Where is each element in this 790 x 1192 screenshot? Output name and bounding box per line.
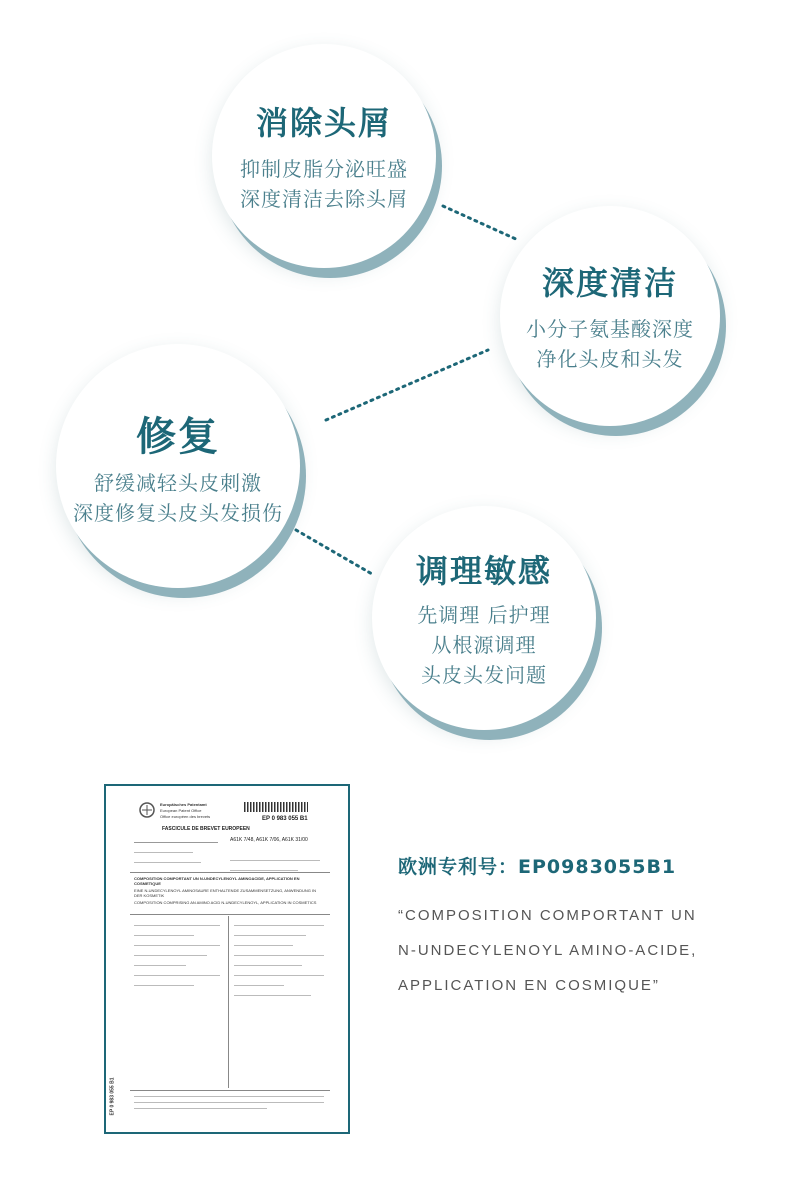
patent-heading: FASCICULE DE BREVET EUROPEEN — [162, 826, 250, 832]
feature-line: 深度修复头皮头发损伤 — [73, 500, 283, 525]
feature-line: 抑制皮脂分泌旺盛 — [240, 157, 408, 181]
feature-line: 舒缓减轻头皮刺激 — [94, 470, 262, 495]
feature-title: 消除头屑 — [255, 104, 392, 142]
office-en: European Patent Office — [160, 808, 202, 813]
feature-circle-dandruff — [212, 44, 436, 268]
feature-title: 深度清洁 — [541, 264, 678, 302]
feature-line: 净化头皮和头发 — [536, 347, 684, 371]
patent-document-image — [104, 784, 350, 1134]
office-fr: Office européen des brevets — [160, 814, 211, 819]
patent-number: EP 0 983 055 B1 — [262, 816, 308, 822]
epo-logo-icon — [136, 802, 158, 818]
feature-circle-soothe — [372, 506, 596, 730]
classification: A61K 7/48, A61K 7/06, A61K 31/00 — [230, 837, 308, 843]
patent-number-label: 欧洲专利号：EP0983055B1 — [398, 856, 677, 878]
title-de: EINE N-UNDECYLENOYL AMINOSAURE ENTHALTENDE ZUSAMMENSETZUNG, ANWENDUNG IN DER KOSMETIK — [134, 888, 317, 898]
feature-line: 从根源调理 — [431, 633, 537, 657]
feature-title: 修复 — [136, 413, 220, 460]
side-number: EP 0 983 055 B1 — [109, 1077, 116, 1116]
feature-circle-deep-clean — [500, 206, 720, 426]
feature-line: 小分子氨基酸深度 — [526, 317, 694, 341]
feature-line: 深度清洁去除头屑 — [240, 187, 408, 211]
office-de: Europäisches Patentamt — [160, 802, 207, 807]
patent-description: “COMPOSITION COMPORTANT UN N-UNDECYLENOYL AMINO-ACIDE, APPLICATION EN COSMIQUE” — [398, 907, 698, 994]
barcode-icon — [244, 802, 308, 812]
title-fr: COMPOSITION COMPORTANT UN N-UNDECYLENOYL AMINOACIDE, APPLICATION EN COSMETIQUE — [134, 876, 300, 886]
feature-line: 头皮头发问题 — [421, 663, 547, 687]
feature-title: 调理敏感 — [415, 552, 552, 590]
title-en: COMPOSITION COMPRISING AN AMINO ACID N-UNDECYLENOYL, APPLICATION IN COSMETICS — [134, 900, 317, 905]
feature-line: 先调理 后护理 — [417, 603, 551, 627]
feature-circle-repair — [56, 344, 300, 588]
